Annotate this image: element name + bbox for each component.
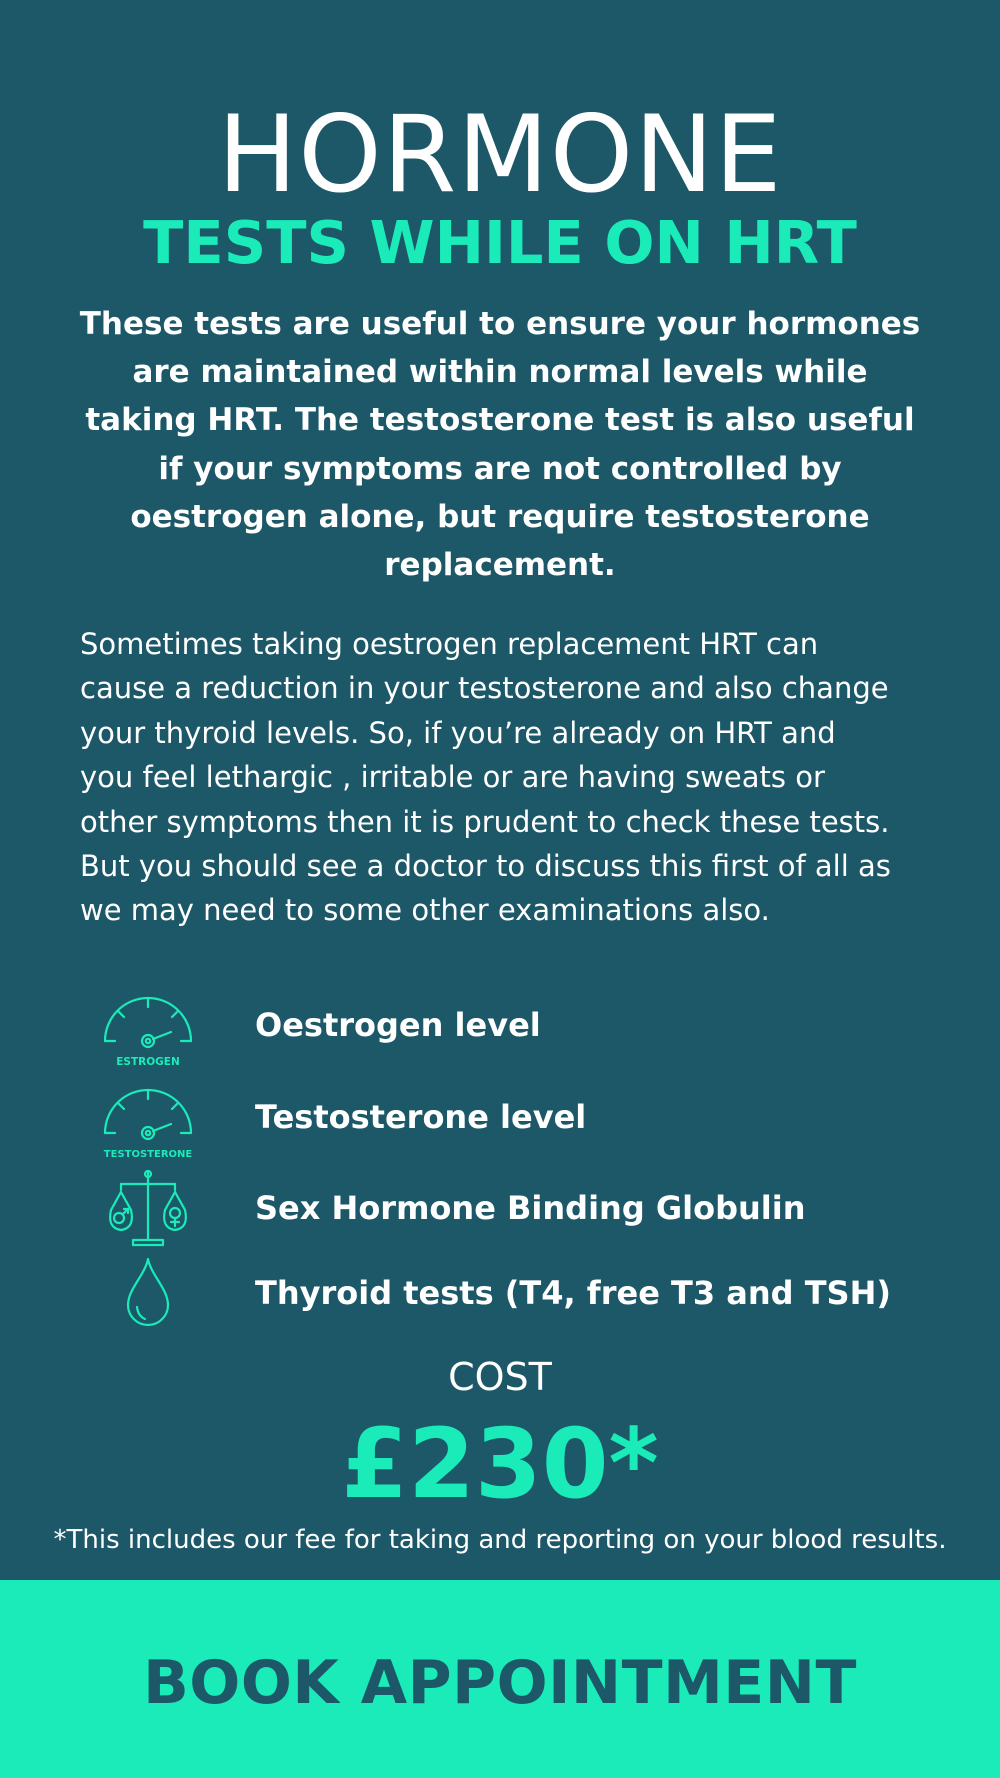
book-appointment-button[interactable] [0, 1580, 1000, 1778]
body-line: we may need to some other examinations also. [80, 893, 770, 928]
test-item-testosterone [95, 1077, 955, 1161]
intro-line: These tests are useful to ensure your hormones [79, 306, 921, 342]
test-label: Thyroid tests (T4, free T3 and TSH) [255, 1274, 891, 1312]
intro-paragraph [70, 300, 930, 589]
body-line: your thyroid levels. So, if you’re already on HRT and [80, 715, 836, 750]
cost-label: COST [448, 1355, 552, 1399]
test-label: Oestrogen level [255, 1006, 541, 1044]
body-line: Sometimes taking oestrogen replacement HRT can [80, 627, 819, 661]
balance-scale-gender-icon [95, 1168, 201, 1252]
gauge-caption: ESTROGEN [116, 1056, 180, 1068]
body-paragraph [80, 622, 960, 933]
price-footnote: *This includes our fee for taking and reporting on your blood results. [53, 1525, 947, 1555]
gauge-testosterone-icon [95, 1077, 201, 1161]
test-item-oestrogen [95, 985, 955, 1069]
test-item-thyroid [95, 1253, 955, 1337]
intro-line: oestrogen alone, but require testosterone [130, 498, 870, 535]
page-title: HORMONE [217, 93, 783, 216]
body-line: But you should see a doctor to discuss this first of all as [80, 849, 891, 884]
gauge-caption: TESTOSTERONE [103, 1149, 193, 1160]
intro-line: if your symptoms are not controlled by [158, 450, 842, 487]
page-subtitle: TESTS WHILE ON HRT [143, 208, 857, 277]
gauge-estrogen-icon [95, 985, 201, 1069]
blood-drop-icon [95, 1253, 201, 1337]
price: £230* [341, 1408, 659, 1520]
intro-line: are maintained within normal levels while [132, 354, 868, 391]
body-line: other symptoms then it is prudent to check these tests. [80, 804, 890, 839]
body-line: you feel lethargic , irritable or are having sweats or [80, 760, 825, 795]
body-line: cause a reduction in your testosterone and also change [80, 671, 889, 706]
book-appointment-label: BOOK APPOINTMENT [143, 1648, 857, 1718]
intro-line: replacement. [384, 547, 616, 584]
test-label: Sex Hormone Binding Globulin [255, 1189, 806, 1227]
intro-line: taking HRT. The testosterone test is also useful [85, 402, 915, 439]
test-label: Testosterone level [255, 1098, 587, 1136]
test-item-shbg [95, 1168, 955, 1252]
